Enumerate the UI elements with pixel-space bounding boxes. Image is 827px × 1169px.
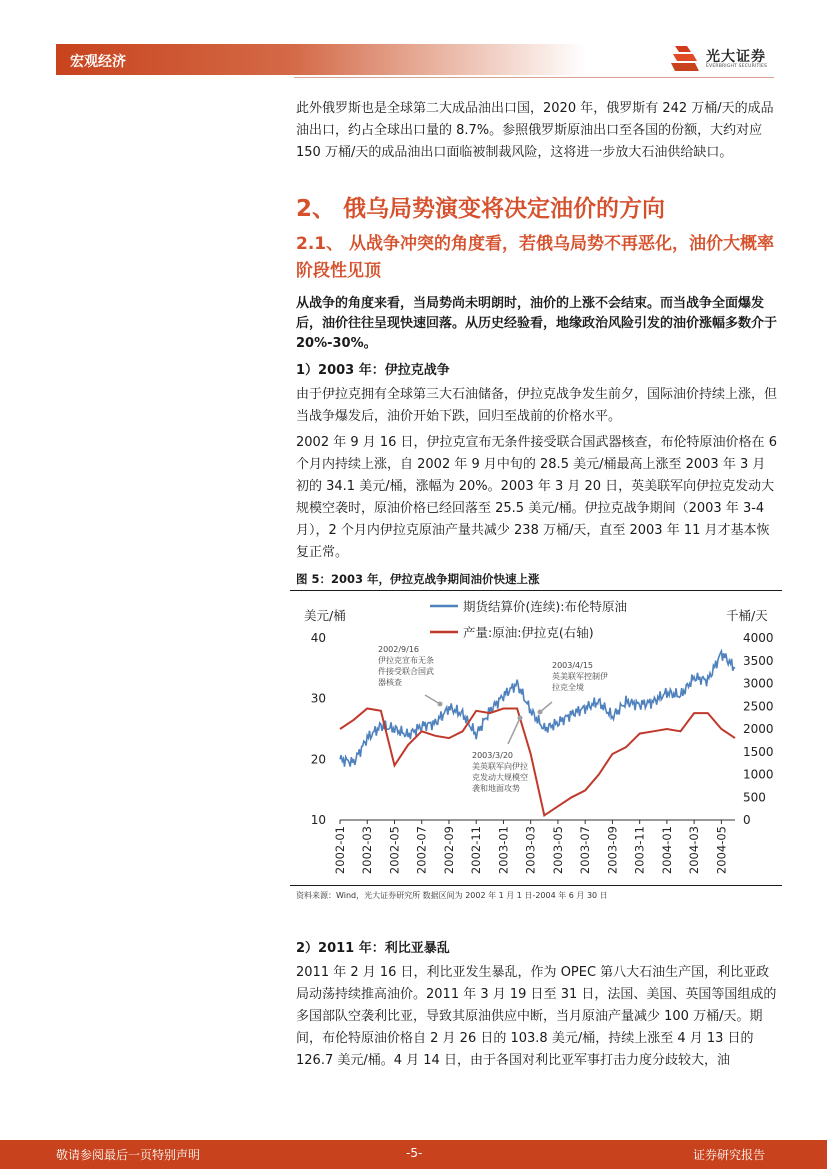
section-label: 宏观经济 (70, 54, 126, 70)
annotation-arrow-head (438, 702, 443, 707)
logo-text-en: EVERBRIGHT SECURITIES (706, 64, 768, 69)
paragraph-2: 由于伊拉克拥有全球第三大石油储备，伊拉克战争发生前夕，国际油价持续上涨，但当战争爆发后，油价开始下跌，回归至战前的价格水平。 (296, 387, 778, 424)
x-tick-label: 2003-09 (605, 826, 620, 875)
oil-price-chart (290, 592, 782, 885)
y-right-tick-label: 3000 (743, 676, 774, 691)
annotation-text: 2003/3/20 (472, 751, 514, 760)
paragraph-4: 2011 年 2 月 16 日，利比亚发生暴乱，作为 OPEC 第八大石油生产国，利比亚政局动荡持续推高油价。2011 年 3 月 19 日至 31 日，法国、美国、英国等国组成的多国部队空袭利比亚，导致其原油供应中断，当月原油产量减少 100 万桶/天。期间，布伦特原油价格自 2 月 26 日的 103.8 美元/桶，持续上涨至 4 月 13 日的 126.7 美元/桶。4 月 14 日，由于各国对利比亚军事打击力度分歧较大，油 (296, 965, 777, 1068)
figure-bottom-rule (290, 885, 782, 886)
annotation-text: 件接受联合国武 (378, 667, 434, 676)
annotation-text: 伊拉克宣布无条 (378, 656, 434, 665)
y-right-tick-label: 3500 (743, 653, 774, 668)
annotation-text: 2003/4/15 (552, 661, 594, 670)
annotation-text: 袭和地面攻势 (472, 784, 520, 793)
section-heading: 2、 俄乌局势演变将决定油价的方向 (296, 196, 666, 222)
y-right-tick-label: 1500 (743, 744, 774, 759)
header-bar (56, 44, 586, 75)
x-tick-label: 2003-03 (523, 826, 538, 875)
x-tick-label: 2003-01 (496, 826, 511, 875)
y-left-axis-label: 美元/桶 (304, 608, 346, 623)
legend-label: 产量:原油:伊拉克(右轴) (463, 625, 594, 640)
annotation-arrow (425, 695, 440, 704)
subsection-heading: 2.1、 从战争冲突的角度看，若俄乌局势不再恶化，油价大概率阶段性见顶 (296, 234, 775, 281)
annotation-text: 2002/9/16 (378, 645, 420, 654)
y-right-tick-label: 1000 (743, 767, 774, 782)
case-heading-2003: 1）2003 年：伊拉克战争 (296, 363, 450, 378)
x-tick-label: 2003-07 (578, 826, 593, 875)
x-tick-label: 2003-05 (550, 826, 565, 875)
x-tick-label: 2004-03 (687, 826, 702, 875)
annotation-text: 拉克全境 (552, 683, 584, 692)
footer-disclaimer: 敬请参阅最后一页特别声明 (56, 1148, 201, 1162)
x-tick-label: 2002-05 (387, 826, 402, 875)
y-right-tick-label: 2000 (743, 722, 774, 736)
x-tick-label: 2004-01 (659, 826, 674, 875)
figure-title: 图 5：2003 年，伊拉克战争期间油价快速上涨 (296, 572, 540, 586)
summary-paragraph: 从战争的角度来看，当局势尚未明朗时，油价的上涨不会结束。而当战争全面爆发后，油价往往呈现快速回落。从历史经验看，地缘政治风险引发的油价涨幅多数介于 20%-30%。 (296, 296, 778, 351)
page-number: -5- (406, 1146, 423, 1160)
x-tick-label: 2003-11 (632, 826, 647, 875)
annotation-text: 美英联军向伊拉 (472, 762, 528, 771)
x-tick-label: 2002-01 (333, 826, 347, 875)
logo-text-cn: 光大证券 (706, 49, 766, 65)
annotation-text: 英美联军控制伊 (552, 672, 608, 681)
legend-label: 期货结算价(连续):布伦特原油 (463, 599, 627, 614)
y-left-tick-label: 20 (310, 752, 326, 767)
iraq-production-line (340, 709, 735, 816)
case-heading-2011: 2）2011 年：利比亚暴乱 (296, 941, 450, 956)
y-right-tick-label: 2500 (743, 699, 774, 714)
x-tick-label: 2002-09 (441, 826, 456, 875)
x-tick-label: 2002-11 (469, 826, 484, 875)
annotation-arrow (508, 718, 520, 744)
footer-report-type: 证券研究报告 (693, 1148, 766, 1162)
x-tick-label: 2002-07 (414, 826, 429, 875)
y-left-tick-label: 40 (310, 631, 326, 645)
y-right-axis-label: 千桶/天 (726, 608, 768, 623)
y-left-tick-label: 10 (310, 813, 326, 827)
x-tick-label: 2004-05 (714, 826, 729, 875)
annotation-text: 器核查 (378, 678, 402, 687)
footer-bar (0, 1140, 827, 1169)
y-right-tick-label: 500 (743, 790, 766, 805)
figure-top-rule (290, 590, 782, 591)
annotation-arrow-head (538, 710, 543, 715)
figure-source: 资料来源：Wind，光大证券研究所 数据区间为 2002 年 1 月 1 日-2004 年 6 月 30 日 (296, 891, 608, 900)
y-right-tick-label: 0 (743, 813, 751, 827)
annotation-text: 克发动大规模空 (472, 773, 528, 782)
y-right-tick-label: 4000 (743, 631, 774, 645)
paragraph-1: 此外俄罗斯也是全球第二大成品油出口国，2020 年，俄罗斯有 242 万桶/天的成品油出口，约占全球出口量的 8.7%。参照俄罗斯原油出口至各国的份额，大约对应 150 万桶/天的成品油出口面临被制裁风险，这将进一步放大石油供给缺口。 (296, 101, 774, 160)
header-divider (294, 77, 774, 78)
annotation-arrow-head (518, 716, 523, 721)
paragraph-3: 2002 年 9 月 16 日，伊拉克宣布无条件接受联合国武器核查，布伦特原油价格在 6 个月内持续上涨，自 2002 年 9 月中旬的 28.5 美元/桶最高上涨至 2003 年 3 月初的 34.1 美元/桶，涨幅为 20%。2003 年 3 月 20 日，英美联军向伊拉克发动大规模空袭时，原油价格已经回落至 25.5 美元/桶。伊拉克战争期间（2003 年 3-4 月），2 个月内伊拉克原油产量共减少 238 万桶/天，直至 2003 年 11 月才基本恢复正常。 (296, 435, 777, 560)
y-left-tick-label: 30 (310, 691, 326, 706)
x-tick-label: 2002-03 (360, 826, 375, 875)
